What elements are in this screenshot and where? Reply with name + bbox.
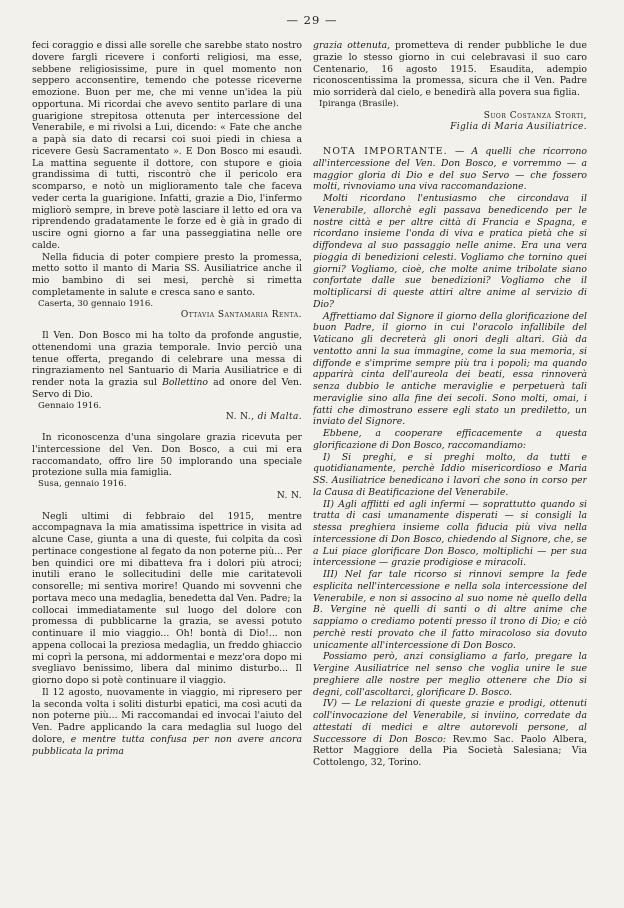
- list-item: I) Si preghi, e si preghi molto, da tutti e quotidianamente, perchè Iddio misericordioso e Maria SS. Ausiliatrice benedicano i lavori che sono in corso per la Causa di Beatificazione del Venerabile.: [313, 451, 587, 498]
- text-run-italic: e mentre tutta confusa per non avere ancora pubblicata la prima: [32, 733, 302, 757]
- nota-title: NOTA IMPORTANTE.: [323, 146, 448, 157]
- text-run-italic: di Malta.: [257, 412, 302, 423]
- paragraph: Molti ricordano l'entusiasmo che circondava il Venerabile, allorchè egli passava benedicendo per le nostre città e per altre città di Francia e Spagna, e ricordano insieme l'onda di viva e pratica pietà che si diffondeva al suo passaggio nelle anime. Era una vera pioggia di benedizioni celesti. Vogliamo che tornino quei giorni? Vogliamo, cioè, che molte anime tribolate siano confortate dalle sue benedizioni? Vogliamo che il moltiplicarsi di queste attiri altre anime al servizio di Dio?: [313, 193, 587, 310]
- place-date: Gennaio 1916.: [38, 400, 102, 411]
- list-item: [313, 698, 587, 769]
- nota-paragraph: [313, 146, 587, 193]
- text-run: prometteva di render pubbliche le due grazie lo stesso giorno in cui celebravasi il suo caro Centenario, 16 agosto 1915. Esaudita, adempio riconoscentissima la promessa, sicura che il Ven. Padre mio sorriderà dal cielo, e benedirà alla povera sua figlia.: [313, 40, 587, 98]
- text-run-italic: IV) — Le relazioni di queste grazie e prodigi, ottenuti coll'invocazione del Venerabile, si inviino, corredate da attestati di medici e altre autorevoli persone, al Successore di Don Bosco:: [313, 698, 587, 745]
- left-column: [32, 40, 302, 900]
- text-run-italic: — A quelli che ricorrono all'intercessione del Ven. Don Bosco, e vorremmo — a maggior gloria di Dio e del suo Servo — che fossero molti, rivnoviamo una viva raccomandazione.: [313, 146, 587, 193]
- text-run-italic: Bollettino: [162, 377, 208, 388]
- paragraph: [32, 687, 302, 758]
- right-column: [313, 40, 587, 900]
- place-date: Susa, gennaio 1916.: [38, 479, 127, 489]
- signature-role: Figlia di Maria Ausiliatrice.: [450, 122, 587, 133]
- place-date: Ipiranga (Brasile).: [319, 98, 399, 109]
- paragraph: [313, 40, 587, 99]
- list-item: Possiamo però, anzi consigliamo a farlo, pregare la Vergine Ausiliatrice nel senso che voglia unire le sue preghiere alle nostre per meglio ottenere che Dio si degni, coll'ascoltarci, glorificare D. Bosco.: [313, 651, 587, 698]
- list-item: II) Agli afflitti ed agli infermi — soprattutto quando si tratta di casi umanamente disperati — si consigli la stessa preghiera insieme colla fiducia più viva nella intercessione di Don Bosco, chiedendo al Signore, che, se a Lui piace glorificare Don Bosco, moltiplichi — per sua intercessione — grazie prodigiose e miracoli.: [313, 498, 587, 569]
- text-run: Il Ven. Don Bosco mi ha tolto da profonde angustie, ottenendomi una grazia temporale. Invio perciò una tenue offerta, pregando di celebrare una messa di ringraziamento nel Santuario di Maria Ausiliatrice e di render nota la grazia sul: [32, 330, 302, 388]
- paragraph: feci coraggio e dissi alle sorelle che sarebbe stato nostro dovere fargli ricevere i conforti religiosi, ma esse, sebbene religiosissime, pure in quel momento non seppero acconsentire, temendo che potesse riceverne emozione. Buon per me, che mi venne un'idea la più opportuna. Mi ricordai che avevo sentito parlare di una guarigione strepitosa ottenuta per intercessione del Venerabile, e mi rivolsi a Lui, dicendo: « Fate che anche a papà sia dato di recarsi coi suoi piedi in chiesa a ricevere Gesù Sacramentato ». E Don Bosco mi esaudì. La mattina seguente il dottore, con stupore e gioia grandissima di tutti, riscontrò che il pericolo era scomparso, e notò un miglioramento tale che faceva veder certa la guarigione. Infatti, grazie a Dio, l'infermo migliorò sempre, in breve potè lasciare il letto ed ora va riprendendo gradatamente le forze ed è già in grado di uscire ogni giorno a far una passeggiatina nelle ore calde.: [32, 40, 302, 251]
- paragraph: In riconoscenza d'una singolare grazia ricevuta per l'intercessione del Ven. Don Bosco, a cui mi era raccomandato, offro lire 50 implorando una speciale protezione sulla mia famiglia.: [32, 432, 302, 479]
- paragraph: [32, 330, 302, 401]
- list-item: III) Nel far tale ricorso si rinnovi sempre la fede esplicita nell'intercessione e nella sola intercessione del Venerabile, e non si associno al suo nome nè quello della B. Vergine nè quelli di santi o di altre anime che sappiamo o crediamo potenti presso il trono di Dio; e ciò perchè resti provato che il fatto miracoloso sia dovuto unicamente all'intercessione di Don Bosco.: [313, 569, 587, 651]
- place-date: Caserta, 30 gennaio 1916.: [38, 298, 154, 309]
- paragraph: Nella fiducia di poter compiere presto la promessa, metto sotto il manto di Maria SS. Ausiliatrice anche il mio bambino di sei mesi, perchè si rimetta completamente in salute e cresca sano e santo.: [32, 251, 302, 298]
- signature: Suor Costanza Storti,: [483, 110, 587, 121]
- paragraph: Affrettiamo dal Signore il giorno della glorificazione del buon Padre, il giorno in cui l'oracolo infallibile del Vaticano gli decreterà gli onori degli altari. Già da ventotto anni la sua immagine, come la sua memoria, si diffonde e s'imprime sempre più tra i popoli; ma quando apparirà cinta dell'aureola dei beati, essa rinnoverà senza dubbio le antiche meraviglie e perpetuerà tali meraviglie sino alla fine dei secoli. Sono molti, omai, i fatti che dimostrano essere egli stato un prediletto, un inviato del Signore.: [313, 310, 587, 428]
- signature: N. N.: [276, 490, 302, 501]
- paragraph: Negli ultimi di febbraio del 1915, mentre accompagnava la mia amatissima ispettrice in visita ad alcune Case, giunta a una di queste, fui colpita da così pertinace congestione al fegato da non poterne più... Per ben quindici ore mi dibatteva fra i dolori più atroci; inutili erano le sollecitudini delle mie caritatevoli consorelle; mi sentiva morire! Quando mi sovvenni che portava meco una medaglia, benedetta dal Ven. Padre; la collocai immediatamente sul luogo del dolore con promessa di pubblicarne la grazia, se avessi potuto continuare il mio viaggio... Oh! bontà di Dio!... non appena collocai la preziosa medaglia, un freddo ghiaccio mi coprì la persona, mi addormentai e mezz'ora dopo mi svegliavo benissimo, libera dal minimo disturbo... Il giorno dopo si potè continuare il viaggio.: [32, 510, 302, 686]
- paragraph: Ebbene, a cooperare efficacemente a questa glorificazione di Don Bosco, raccomandiamo:: [313, 428, 587, 451]
- text-run: ad onore del Ven. Servo di Dio.: [32, 377, 302, 400]
- page-number: — 29 —: [286, 13, 338, 27]
- signature: Ottavia Santamaria Renta.: [180, 310, 302, 321]
- signature: [32, 412, 302, 424]
- text-run: Rev.mo Sac. Paolo Albera, Rettor Maggiore della Pia Società Salesiana; Via Cottolengo, 32, Torino.: [313, 733, 587, 768]
- text-run: N. N.,: [225, 412, 258, 423]
- text-run: Il 12 agosto, nuovamente in viaggio, mi ripresero per la seconda volta i soliti disturbi epatici, ma così acuti da non poterne più... Mi raccomandai ed invocai l'aiuto del Ven. Padre applicando la cara medaglia sul luogo del dolore,: [32, 686, 302, 745]
- text-run-italic: grazia ottenuta,: [313, 40, 391, 51]
